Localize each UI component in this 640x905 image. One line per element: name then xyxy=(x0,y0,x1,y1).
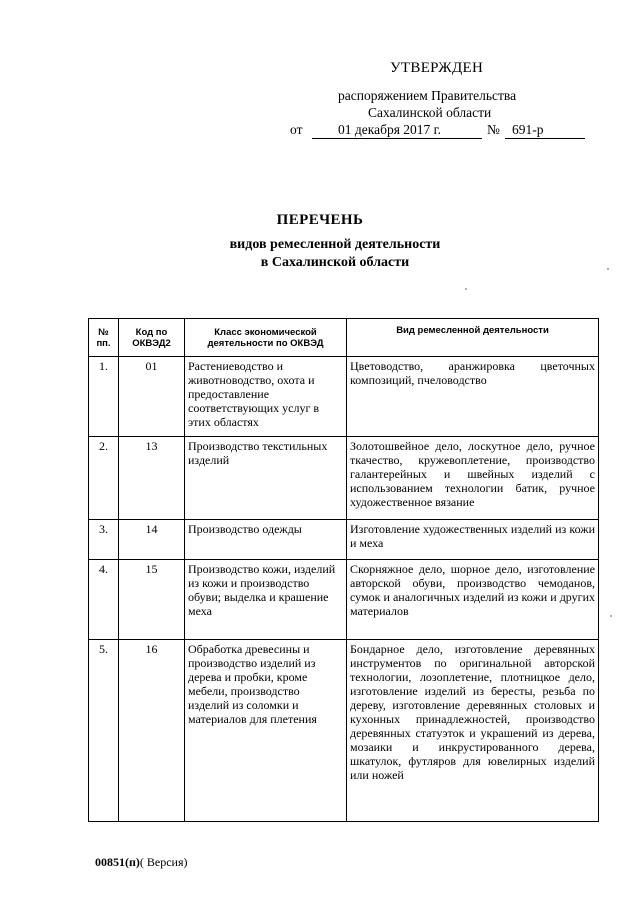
header-num: № пп. xyxy=(89,319,119,357)
row-code: 14 xyxy=(119,520,185,560)
number-label: № xyxy=(487,122,500,137)
document-subtitle-line2: в Сахалинской области xyxy=(260,255,410,270)
row-activity: Бондарное дело, изготовление деревянных инструментов по оригинальной авторской технологии, лозоплетение, плотницкое дело, изготовление изделий из бересты, резьба по дереву, изготовление деревянных столовых и кухонных принадлежностей, производство деревянных статуэток и украшений из дерева, мозаики и инкрустированного дерева, шкатулок, футляров для ювелирных изделий или ножей xyxy=(347,640,599,822)
row-num: 1. xyxy=(89,357,119,437)
date-underline xyxy=(312,138,482,139)
header-class: Класс экономической деятельности по ОКВЭД xyxy=(185,319,347,357)
document-title: ПЕРЕЧЕНЬ xyxy=(276,212,364,228)
scan-speck xyxy=(465,288,467,290)
row-class: Производство одежды xyxy=(185,520,347,560)
footer-version: ( Версия) xyxy=(139,855,188,869)
approved-heading: УТВЕРЖДЕН xyxy=(390,60,484,76)
row-num: 4. xyxy=(89,560,119,640)
table-row xyxy=(89,437,599,520)
row-num: 2. xyxy=(89,437,119,520)
header-code: Код по ОКВЭД2 xyxy=(119,319,185,357)
row-code: 13 xyxy=(119,437,185,520)
table-row xyxy=(89,357,599,437)
approval-authority-line1: распоряжением Правительства xyxy=(338,88,517,103)
table-header-row xyxy=(89,319,599,357)
document-subtitle-line1: видов ремесленной деятельности xyxy=(229,237,441,252)
scan-speck xyxy=(610,615,612,617)
row-class: Производство текстильных изделий xyxy=(185,437,347,520)
table-row xyxy=(89,640,599,822)
row-class: Производство кожи, изделий из кожи и производство обуви; выделка и крашение меха xyxy=(185,560,347,640)
row-code: 16 xyxy=(119,640,185,822)
number-underline xyxy=(505,138,585,139)
approval-number: 691-р xyxy=(512,122,544,137)
from-label: от xyxy=(290,122,303,137)
approval-date-row xyxy=(290,122,600,142)
row-activity: Цветоводство, аранжировка цветочных композиций, пчеловодство xyxy=(347,357,599,437)
approval-date: 01 декабря 2017 г. xyxy=(338,122,442,137)
row-class: Обработка древесины и производство изделий из дерева и пробки, кроме мебели, производство изделий из соломки и материалов для плетения xyxy=(185,640,347,822)
crafts-table xyxy=(88,318,599,822)
table-row xyxy=(89,560,599,640)
row-activity: Изготовление художественных изделий из кожи и меха xyxy=(347,520,599,560)
row-code: 15 xyxy=(119,560,185,640)
row-class: Растениеводство и животноводство, охота и предоставление соответствующих услуг в этих областях xyxy=(185,357,347,437)
row-code: 01 xyxy=(119,357,185,437)
header-activity: Вид ремесленной деятельности xyxy=(347,319,599,357)
row-activity: Золотошвейное дело, лоскутное дело, ручное ткачество, кружевоплетение, производство галантерейных и швейных изделий с использованием технологии батик, ручное художественное вязание xyxy=(347,437,599,520)
document-footer xyxy=(95,855,188,870)
row-num: 3. xyxy=(89,520,119,560)
footer-code: 00851(п) xyxy=(95,855,140,869)
table-row xyxy=(89,520,599,560)
approval-authority-line2: Сахалинской области xyxy=(368,105,492,120)
scan-speck xyxy=(607,268,609,270)
row-activity: Скорняжное дело, шорное дело, изготовление авторской обуви, производство чемоданов, сумок и аналогичных изделий из кожи и других материалов xyxy=(347,560,599,640)
row-num: 5. xyxy=(89,640,119,822)
